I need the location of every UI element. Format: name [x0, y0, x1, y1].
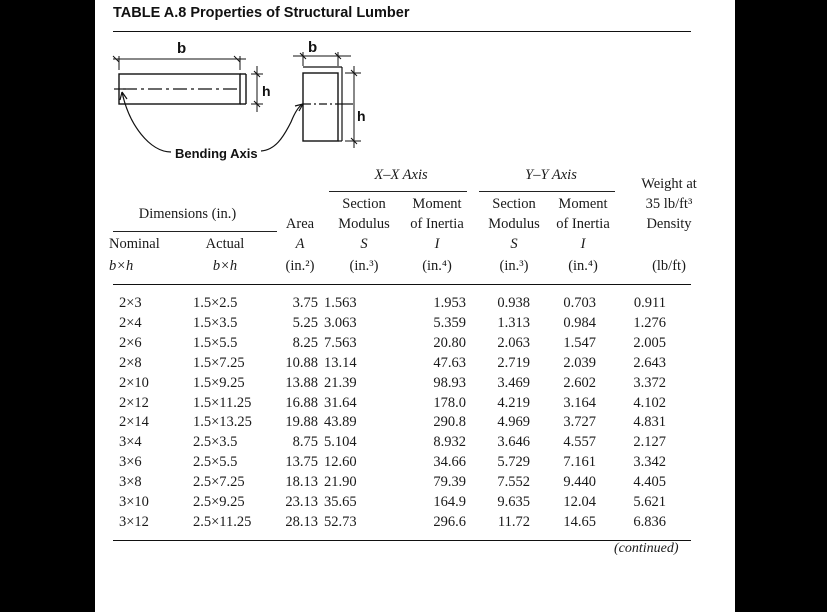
yy-section-label: Section	[492, 196, 536, 212]
section-modulus-xx-cell: 13.14	[324, 354, 357, 371]
area-cell: 3.75	[292, 295, 318, 312]
continued-note: (continued)	[614, 541, 679, 556]
unit-s-yy: (in.³)	[499, 258, 529, 274]
moment-inertia-xx-cell: 178.0	[433, 394, 466, 411]
section-modulus-xx-cell: 7.563	[324, 335, 357, 352]
weight-header-line2: 35 lb/ft³	[645, 196, 693, 212]
nominal-cell: 3×4	[119, 434, 142, 451]
table-row	[109, 354, 666, 374]
table-row	[109, 512, 666, 532]
section-modulus-yy-cell: 1.313	[497, 315, 530, 332]
nominal-cell: 2×12	[119, 394, 149, 411]
area-header: Area	[285, 216, 315, 232]
nominal-cell: 2×8	[119, 354, 142, 371]
symbol-A: A	[295, 236, 305, 252]
moment-inertia-xx-cell: 1.953	[433, 295, 466, 312]
table-row	[109, 294, 666, 314]
upright-beam-figure	[261, 52, 361, 151]
yy-modulus-label: Modulus	[488, 216, 540, 232]
xx-section-label: Section	[342, 196, 386, 212]
beam-orientation-diagram	[95, 0, 735, 170]
xx-axis-header: X–X Axis	[374, 167, 428, 183]
dimensions-header: Dimensions (in.)	[138, 206, 237, 222]
lumber-properties-table	[109, 294, 666, 532]
section-modulus-yy-cell: 4.219	[497, 394, 530, 411]
moment-inertia-xx-cell: 47.63	[433, 354, 466, 371]
section-modulus-xx-cell: 52.73	[324, 513, 357, 530]
area-cell: 16.88	[285, 394, 318, 411]
section-modulus-xx-cell: 31.64	[324, 394, 357, 411]
label-h-upright: h	[357, 108, 366, 124]
weight-cell: 0.911	[633, 295, 666, 312]
page	[95, 0, 735, 612]
moment-inertia-xx-cell: 20.80	[433, 335, 466, 352]
section-modulus-yy-cell: 4.969	[497, 414, 530, 431]
label-b-flat: b	[177, 40, 187, 57]
moment-inertia-xx-cell: 5.359	[433, 315, 466, 332]
nominal-cell: 2×3	[119, 295, 142, 312]
section-modulus-xx-cell: 12.60	[324, 454, 357, 471]
actual-cell: 2.5×11.25	[193, 513, 252, 530]
actual-cell: 1.5×5.5	[193, 335, 238, 352]
nominal-cell: 2×6	[119, 335, 142, 352]
weight-cell: 6.836	[633, 513, 666, 530]
section-modulus-yy-cell: 11.72	[497, 513, 530, 530]
symbol-S-xx: S	[360, 236, 368, 252]
moment-inertia-yy-cell: 14.65	[563, 513, 596, 530]
area-cell: 13.75	[285, 454, 318, 471]
symbol-I-xx: I	[434, 236, 440, 252]
weight-cell: 1.276	[633, 315, 666, 332]
section-modulus-yy-cell: 2.063	[497, 335, 530, 352]
section-modulus-xx-cell: 21.39	[324, 374, 357, 391]
weight-cell: 3.372	[633, 374, 666, 391]
section-modulus-yy-cell: 0.938	[497, 295, 530, 312]
unit-i-xx: (in.⁴)	[422, 258, 452, 274]
moment-inertia-xx-cell: 34.66	[433, 454, 466, 471]
table-row	[109, 413, 666, 433]
actual-cell: 1.5×11.25	[193, 394, 252, 411]
section-modulus-yy-cell: 5.729	[497, 454, 530, 471]
dimensions-rule	[113, 231, 277, 232]
unit-s-xx: (in.³)	[349, 258, 379, 274]
moment-inertia-yy-cell: 4.557	[563, 434, 596, 451]
weight-header-line3: Density	[646, 216, 692, 232]
table-row	[109, 373, 666, 393]
nominal-cell: 3×12	[119, 513, 149, 530]
nominal-cell: 3×8	[119, 474, 142, 491]
moment-inertia-yy-cell: 3.164	[563, 394, 596, 411]
area-cell: 8.25	[292, 335, 318, 352]
section-modulus-xx-cell: 43.89	[324, 414, 357, 431]
moment-inertia-xx-cell: 164.9	[433, 493, 466, 510]
nominal-bxh: b×h	[109, 258, 134, 274]
nominal-cell: 2×10	[119, 374, 149, 391]
area-cell: 19.88	[285, 414, 318, 431]
moment-inertia-xx-cell: 79.39	[433, 474, 466, 491]
moment-inertia-yy-cell: 7.161	[563, 454, 596, 471]
table-row	[109, 473, 666, 493]
weight-cell: 3.342	[633, 454, 666, 471]
area-cell: 10.88	[285, 354, 318, 371]
moment-inertia-yy-cell: 0.984	[563, 315, 596, 332]
yy-axis-rule	[479, 191, 615, 192]
table-row	[109, 492, 666, 512]
area-cell: 13.88	[285, 374, 318, 391]
symbol-I-yy: I	[580, 236, 586, 252]
actual-cell: 2.5×5.5	[193, 454, 238, 471]
symbol-S-yy: S	[510, 236, 518, 252]
nominal-header: Nominal	[109, 236, 160, 252]
actual-cell: 1.5×7.25	[193, 354, 245, 371]
xx-axis-rule	[329, 191, 467, 192]
xx-modulus-label: Modulus	[338, 216, 390, 232]
moment-inertia-yy-cell: 0.703	[563, 295, 596, 312]
nominal-cell: 2×4	[119, 315, 142, 332]
moment-inertia-xx-cell: 98.93	[433, 374, 466, 391]
section-modulus-yy-cell: 2.719	[497, 354, 530, 371]
unit-i-yy: (in.⁴)	[568, 258, 598, 274]
weight-cell: 2.643	[633, 354, 666, 371]
moment-inertia-yy-cell: 9.440	[563, 474, 596, 491]
weight-cell: 5.621	[633, 493, 666, 510]
moment-inertia-xx-cell: 296.6	[433, 513, 466, 530]
table-row	[109, 314, 666, 334]
yy-inertia-label: of Inertia	[556, 216, 610, 232]
bending-axis-label: Bending Axis	[175, 146, 258, 161]
nominal-cell: 3×10	[119, 493, 149, 510]
actual-cell: 1.5×2.5	[193, 295, 238, 312]
label-h-flat: h	[262, 83, 271, 99]
actual-cell: 2.5×3.5	[193, 434, 238, 451]
moment-inertia-yy-cell: 12.04	[563, 493, 596, 510]
weight-cell: 4.405	[633, 474, 666, 491]
area-cell: 28.13	[285, 513, 318, 530]
header-bottom-rule	[113, 284, 691, 285]
unit-area: (in.²)	[285, 258, 315, 274]
actual-bxh: b×h	[212, 258, 238, 274]
moment-inertia-yy-cell: 1.547	[563, 335, 596, 352]
actual-header: Actual	[205, 236, 245, 252]
unit-weight: (lb/ft)	[652, 258, 686, 274]
nominal-cell: 3×6	[119, 454, 142, 471]
xx-moment-label: Moment	[412, 196, 462, 212]
section-modulus-yy-cell: 7.552	[497, 474, 530, 491]
moment-inertia-yy-cell: 3.727	[563, 414, 596, 431]
label-b-upright: b	[308, 39, 318, 56]
section-modulus-xx-cell: 21.90	[324, 474, 357, 491]
table-row	[109, 453, 666, 473]
moment-inertia-xx-cell: 8.932	[433, 434, 466, 451]
weight-cell: 4.102	[633, 394, 666, 411]
area-cell: 5.25	[292, 315, 318, 332]
area-cell: 23.13	[285, 493, 318, 510]
actual-cell: 2.5×7.25	[193, 474, 245, 491]
area-cell: 8.75	[292, 434, 318, 451]
area-cell: 18.13	[285, 474, 318, 491]
table-row	[109, 334, 666, 354]
weight-cell: 4.831	[633, 414, 666, 431]
moment-inertia-yy-cell: 2.602	[563, 374, 596, 391]
flat-beam-figure	[113, 56, 263, 152]
section-modulus-yy-cell: 3.469	[497, 374, 530, 391]
actual-cell: 1.5×13.25	[193, 414, 252, 431]
actual-cell: 1.5×9.25	[193, 374, 245, 391]
xx-inertia-label: of Inertia	[410, 216, 464, 232]
section-modulus-xx-cell: 3.063	[324, 315, 357, 332]
table-title: TABLE A.8 Properties of Structural Lumber	[113, 5, 410, 21]
actual-cell: 1.5×3.5	[193, 315, 238, 332]
section-modulus-xx-cell: 1.563	[324, 295, 357, 312]
nominal-cell: 2×14	[119, 414, 149, 431]
upright-beam-section	[303, 73, 338, 141]
weight-cell: 2.127	[633, 434, 666, 451]
table-row	[109, 433, 666, 453]
table-bottom-rule	[113, 540, 691, 541]
moment-inertia-xx-cell: 290.8	[433, 414, 466, 431]
weight-cell: 2.005	[633, 335, 666, 352]
section-modulus-yy-cell: 3.646	[497, 434, 530, 451]
section-modulus-xx-cell: 35.65	[324, 493, 357, 510]
section-modulus-yy-cell: 9.635	[497, 493, 530, 510]
yy-moment-label: Moment	[558, 196, 608, 212]
section-modulus-xx-cell: 5.104	[324, 434, 357, 451]
moment-inertia-yy-cell: 2.039	[563, 354, 596, 371]
actual-cell: 2.5×9.25	[193, 493, 245, 510]
yy-axis-header: Y–Y Axis	[525, 167, 577, 183]
weight-header-line1: Weight at	[641, 176, 697, 192]
table-row	[109, 393, 666, 413]
